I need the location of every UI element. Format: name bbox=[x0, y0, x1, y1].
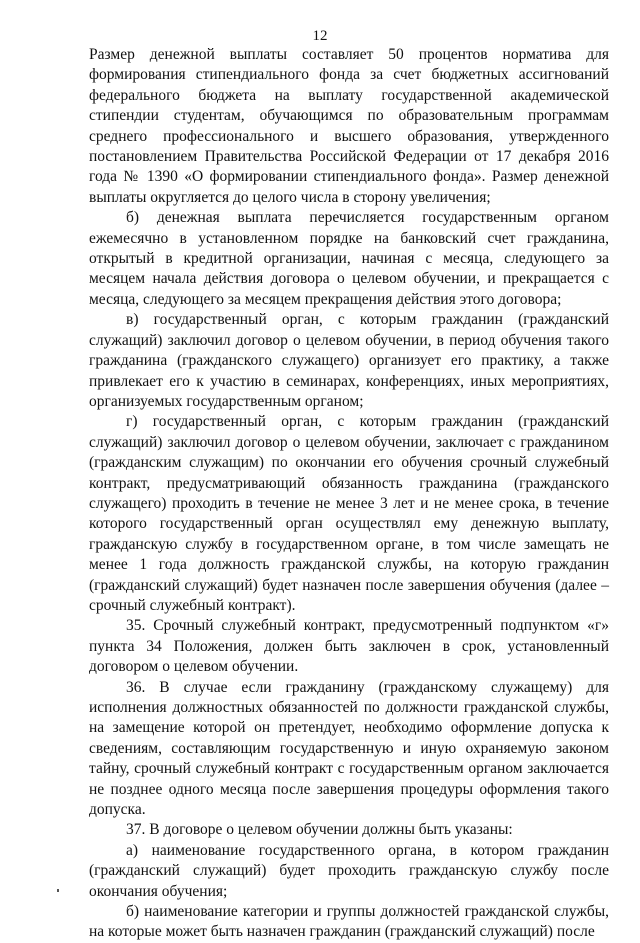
paragraph-35-contract-term: 35. Срочный служебный контракт, предусмотренный подпунктом «г» пункта 34 Положения, должен быть заключен в срок, установленный договором о целевом обучении. bbox=[89, 617, 609, 676]
page-number: 12 bbox=[312, 28, 328, 44]
paragraph-37-contract-contents: 37. В договоре о целевом обучении должны быть указаны: bbox=[126, 821, 513, 839]
paragraph-b-position-category: б) наименование категории и группы должностей гражданской службы, на которые может быть назначен гражданин (гражданский служащий) после bbox=[89, 903, 609, 941]
paragraph-stipend-amount: Размер денежной выплаты составляет 50 процентов норматива для формирования стипендиального фонда за счет бюджетных ассигнований федерального бюджета на выплату государственной академической стипендии студентам, обучающимся по образовательным программам среднего профессионального и высшего образования, утвержденного постановлением Правительства Российской Федерации от 17 декабря 2016 года № 1390 «О формировании стипендиального фонда». Размер денежной выплаты округляется до целого числа в сторону увеличения; bbox=[89, 46, 609, 206]
paragraph-g-service-contract: г) государственный орган, с которым гражданин (гражданский служащий) заключил договор о целевом обучении, заключает с гражданином (гражданским служащим) по окончании его обучения срочный служебный контракт, предусматривающий обязанность гражданина (гражданского служащего) проходить в течение не менее 3 лет и не менее срока, в течение которого государственный орган осуществлял ему денежную выплату, гражданскую службу в государственном органе, в том числе замещать не менее 1 года должность гражданской службы, на которую гражданин (гражданский служащий) будет назначен после завершения обучения (далее – срочный служебный контракт). bbox=[89, 413, 609, 614]
paragraph-a-agency-name: а) наименование государственного органа, в котором гражданин (гражданский служащий) будет проходить гражданскую службу после окончания обучения; bbox=[89, 841, 609, 900]
paragraph-b-payment-transfer: б) денежная выплата перечисляется государственным органом ежемесячно в установленном порядке на банковский счет гражданина, открытый в кредитной организации, начиная с месяца, следующего за месяцем начала действия договора о целевом обучении, и прекращается с месяца, следующего за месяцем прекращения действия этого договора; bbox=[89, 209, 609, 308]
paragraph-v-practice: в) государственный орган, с которым гражданин (гражданский служащий) заключил договор о целевом обучении, в период обучения такого гражданина (гражданского служащего) организует его практику, а также привлекает его к участию в семинарах, конференциях, иных мероприятиях, организуемых государственным органом; bbox=[89, 311, 609, 410]
scan-mark bbox=[57, 889, 59, 892]
document-body bbox=[89, 45, 609, 943]
paragraph-36-clearance: 36. В случае если гражданину (гражданскому служащему) для исполнения должностных обязанностей по должности гражданской службы, на замещение которой он претендует, необходимо оформление допуска к сведениям, составляющим государственную и иную охраняемую законом тайну, срочный служебный контракт с государственным органом заключается не позднее одного месяца после завершения процедуры оформления такого допуска. bbox=[89, 678, 609, 819]
